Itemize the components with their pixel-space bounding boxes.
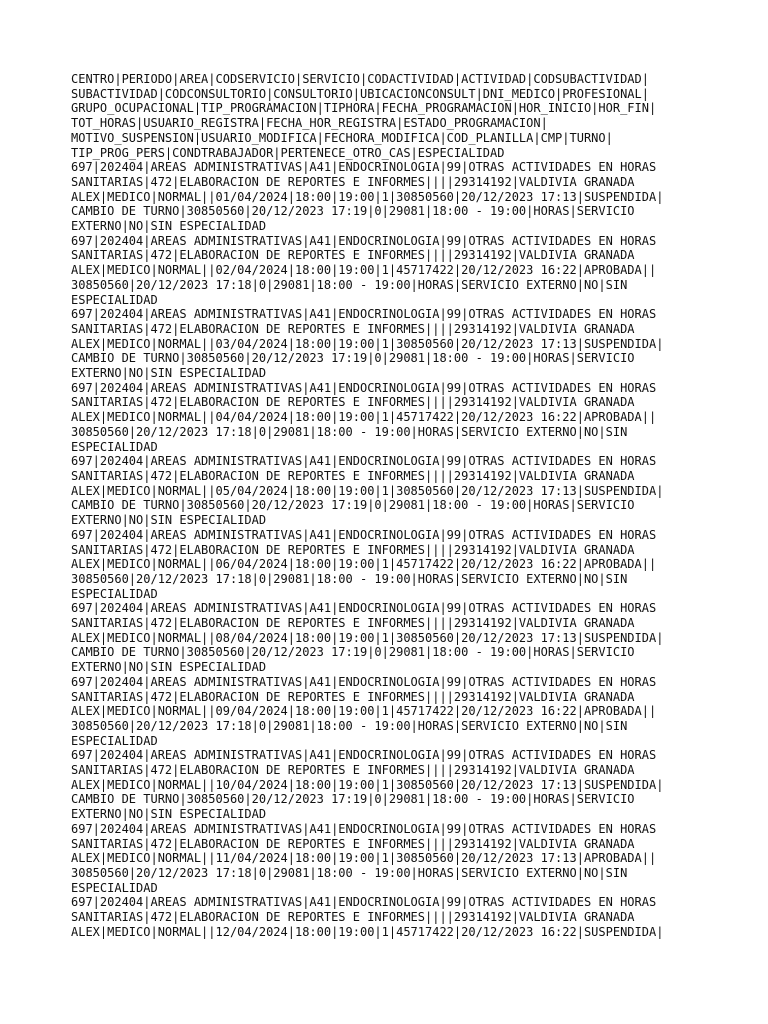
record-line: SANITARIAS|472|ELABORACION DE REPORTES E INFORMES||||29314192|VALDIVIA GRANADA <box>71 689 635 704</box>
record-line: ALEX|MEDICO|NORMAL||02/04/2024|18:00|19:00|1|45717422|20/12/2023 16:22|APROBADA|| <box>71 263 657 278</box>
record-line: ALEX|MEDICO|NORMAL||06/04/2024|18:00|19:00|1|45717422|20/12/2023 16:22|APROBADA|| <box>71 557 657 572</box>
record-line: 30850560|20/12/2023 17:18|0|29081|18:00 - 19:00|HORAS|SERVICIO EXTERNO|NO|SIN <box>71 718 628 733</box>
record-line: SANITARIAS|472|ELABORACION DE REPORTES E INFORMES||||29314192|VALDIVIA GRANADA <box>71 763 635 778</box>
record-line: 697|202404|AREAS ADMINISTRATIVAS|A41|ENDOCRINOLOGIA|99|OTRAS ACTIVIDADES EN HORAS <box>71 527 657 542</box>
record-line: EXTERNO|NO|SIN ESPECIALIDAD <box>71 807 267 822</box>
record-line: EXTERNO|NO|SIN ESPECIALIDAD <box>71 366 267 381</box>
header-line: TIP_PROG_PERS|CONDTRABAJADOR|PERTENECE_OTRO_CAS|ESPECIALIDAD <box>71 145 505 160</box>
record-line: SANITARIAS|472|ELABORACION DE REPORTES E INFORMES||||29314192|VALDIVIA GRANADA <box>71 616 635 631</box>
record-line: 30850560|20/12/2023 17:18|0|29081|18:00 - 19:00|HORAS|SERVICIO EXTERNO|NO|SIN <box>71 571 628 586</box>
record-line: SANITARIAS|472|ELABORACION DE REPORTES E INFORMES||||29314192|VALDIVIA GRANADA <box>71 910 635 925</box>
record-line: 697|202404|AREAS ADMINISTRATIVAS|A41|ENDOCRINOLOGIA|99|OTRAS ACTIVIDADES EN HORAS <box>71 160 657 175</box>
record-line: CAMBIO DE TURNO|30850560|20/12/2023 17:19|0|29081|18:00 - 19:00|HORAS|SERVICIO <box>71 498 635 513</box>
record-line: EXTERNO|NO|SIN ESPECIALIDAD <box>71 660 267 675</box>
record-line: ESPECIALIDAD <box>71 586 158 601</box>
record-line: SANITARIAS|472|ELABORACION DE REPORTES E INFORMES||||29314192|VALDIVIA GRANADA <box>71 174 635 189</box>
record-line: ALEX|MEDICO|NORMAL||05/04/2024|18:00|19:00|1|30850560|20/12/2023 17:13|SUSPENDIDA| <box>71 483 664 498</box>
record-line: ALEX|MEDICO|NORMAL||03/04/2024|18:00|19:00|1|30850560|20/12/2023 17:13|SUSPENDIDA| <box>71 336 664 351</box>
record-line: ALEX|MEDICO|NORMAL||12/04/2024|18:00|19:00|1|45717422|20/12/2023 16:22|SUSPENDIDA| <box>71 924 664 939</box>
record-line: 697|202404|AREAS ADMINISTRATIVAS|A41|ENDOCRINOLOGIA|99|OTRAS ACTIVIDADES EN HORAS <box>71 307 657 322</box>
record-line: CAMBIO DE TURNO|30850560|20/12/2023 17:19|0|29081|18:00 - 19:00|HORAS|SERVICIO <box>71 204 635 219</box>
record-line: SANITARIAS|472|ELABORACION DE REPORTES E INFORMES||||29314192|VALDIVIA GRANADA <box>71 321 635 336</box>
record-line: 697|202404|AREAS ADMINISTRATIVAS|A41|ENDOCRINOLOGIA|99|OTRAS ACTIVIDADES EN HORAS <box>71 601 657 616</box>
record-line: CAMBIO DE TURNO|30850560|20/12/2023 17:19|0|29081|18:00 - 19:00|HORAS|SERVICIO <box>71 351 635 366</box>
record-line: SANITARIAS|472|ELABORACION DE REPORTES E INFORMES||||29314192|VALDIVIA GRANADA <box>71 468 635 483</box>
record-line: ALEX|MEDICO|NORMAL||08/04/2024|18:00|19:00|1|30850560|20/12/2023 17:13|SUSPENDIDA| <box>71 630 664 645</box>
record-line: 30850560|20/12/2023 17:18|0|29081|18:00 - 19:00|HORAS|SERVICIO EXTERNO|NO|SIN <box>71 865 628 880</box>
record-line: ESPECIALIDAD <box>71 292 158 307</box>
record-line: 697|202404|AREAS ADMINISTRATIVAS|A41|ENDOCRINOLOGIA|99|OTRAS ACTIVIDADES EN HORAS <box>71 380 657 395</box>
record-line: CAMBIO DE TURNO|30850560|20/12/2023 17:19|0|29081|18:00 - 19:00|HORAS|SERVICIO <box>71 792 635 807</box>
record-line: 697|202404|AREAS ADMINISTRATIVAS|A41|ENDOCRINOLOGIA|99|OTRAS ACTIVIDADES EN HORAS <box>71 895 657 910</box>
header-line: GRUPO_OCUPACIONAL|TIP_PROGRAMACION|TIPHORA|FECHA_PROGRAMACION|HOR_INICIO|HOR_FIN| <box>71 101 657 116</box>
record-line: ALEX|MEDICO|NORMAL||10/04/2024|18:00|19:00|1|30850560|20/12/2023 17:13|SUSPENDIDA| <box>71 777 664 792</box>
record-line: 697|202404|AREAS ADMINISTRATIVAS|A41|ENDOCRINOLOGIA|99|OTRAS ACTIVIDADES EN HORAS <box>71 454 657 469</box>
record-line: 697|202404|AREAS ADMINISTRATIVAS|A41|ENDOCRINOLOGIA|99|OTRAS ACTIVIDADES EN HORAS <box>71 821 657 836</box>
record-line: ESPECIALIDAD <box>71 880 158 895</box>
record-line: EXTERNO|NO|SIN ESPECIALIDAD <box>71 513 267 528</box>
header-line: SUBACTIVIDAD|CODCONSULTORIO|CONSULTORIO|UBICACIONCONSULT|DNI_MEDICO|PROFESIONAL| <box>71 86 649 101</box>
record-line: ALEX|MEDICO|NORMAL||04/04/2024|18:00|19:00|1|45717422|20/12/2023 16:22|APROBADA|| <box>71 410 657 425</box>
header-line: TOT_HORAS|USUARIO_REGISTRA|FECHA_HOR_REGISTRA|ESTADO_PROGRAMACION| <box>71 116 548 131</box>
record-line: EXTERNO|NO|SIN ESPECIALIDAD <box>71 219 267 234</box>
record-line: SANITARIAS|472|ELABORACION DE REPORTES E INFORMES||||29314192|VALDIVIA GRANADA <box>71 836 635 851</box>
record-line: ALEX|MEDICO|NORMAL||11/04/2024|18:00|19:00|1|30850560|20/12/2023 17:13|APROBADA|| <box>71 851 657 866</box>
record-line: SANITARIAS|472|ELABORACION DE REPORTES E INFORMES||||29314192|VALDIVIA GRANADA <box>71 542 635 557</box>
document-page <box>71 72 711 939</box>
record-line: SANITARIAS|472|ELABORACION DE REPORTES E INFORMES||||29314192|VALDIVIA GRANADA <box>71 395 635 410</box>
record-line: ALEX|MEDICO|NORMAL||09/04/2024|18:00|19:00|1|45717422|20/12/2023 16:22|APROBADA|| <box>71 704 657 719</box>
record-line: ALEX|MEDICO|NORMAL||01/04/2024|18:00|19:00|1|30850560|20/12/2023 17:13|SUSPENDIDA| <box>71 189 664 204</box>
record-line: ESPECIALIDAD <box>71 733 158 748</box>
record-line: SANITARIAS|472|ELABORACION DE REPORTES E INFORMES||||29314192|VALDIVIA GRANADA <box>71 248 635 263</box>
header-line: MOTIVO_SUSPENSION|USUARIO_MODIFICA|FECHORA_MODIFICA|COD_PLANILLA|CMP|TURNO| <box>71 130 613 145</box>
header-line: CENTRO|PERIODO|AREA|CODSERVICIO|SERVICIO|CODACTIVIDAD|ACTIVIDAD|CODSUBACTIVIDAD| <box>71 72 649 86</box>
record-line: 697|202404|AREAS ADMINISTRATIVAS|A41|ENDOCRINOLOGIA|99|OTRAS ACTIVIDADES EN HORAS <box>71 674 657 689</box>
record-line: 697|202404|AREAS ADMINISTRATIVAS|A41|ENDOCRINOLOGIA|99|OTRAS ACTIVIDADES EN HORAS <box>71 748 657 763</box>
record-line: 697|202404|AREAS ADMINISTRATIVAS|A41|ENDOCRINOLOGIA|99|OTRAS ACTIVIDADES EN HORAS <box>71 233 657 248</box>
record-line: 30850560|20/12/2023 17:18|0|29081|18:00 - 19:00|HORAS|SERVICIO EXTERNO|NO|SIN <box>71 424 628 439</box>
record-line: CAMBIO DE TURNO|30850560|20/12/2023 17:19|0|29081|18:00 - 19:00|HORAS|SERVICIO <box>71 645 635 660</box>
record-line: 30850560|20/12/2023 17:18|0|29081|18:00 - 19:00|HORAS|SERVICIO EXTERNO|NO|SIN <box>71 277 628 292</box>
record-line: ESPECIALIDAD <box>71 439 158 454</box>
